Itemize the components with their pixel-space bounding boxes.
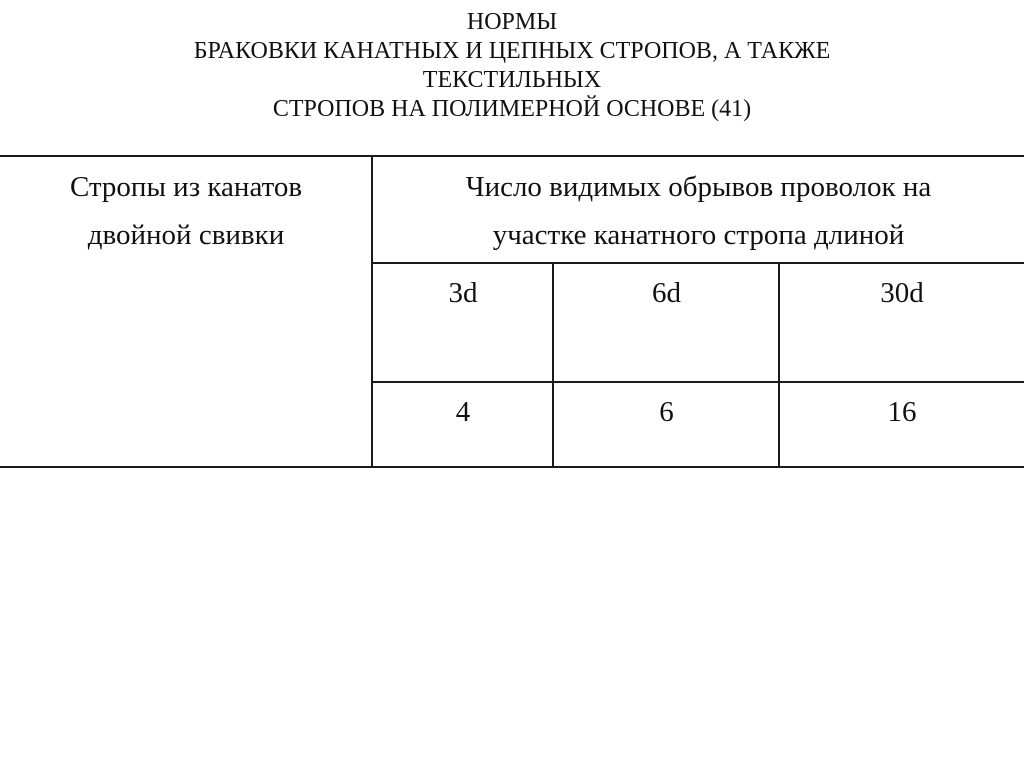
length-header-30d: 30d [880,277,924,309]
table-bottom-border [0,466,1024,468]
title-line-4: СТРОПОВ НА ПОЛИМЕРНОЙ ОСНОВЕ (41) [272,96,752,122]
breaks-value-3d: 4 [455,396,471,428]
row-header-cell [0,163,372,259]
length-header-3d: 3d [448,277,478,309]
table-row-divider [372,381,1024,383]
rejection-norms-table [0,155,1024,468]
column-group-header-line-2: участке канатного стропа длиной [492,219,905,251]
title-line-1: НОРМЫ [466,9,558,35]
length-header-6d: 6d [652,277,681,309]
table-top-border [0,155,1024,157]
column-group-header-cell [373,163,1024,259]
row-header-line-2: двойной свивки [87,219,285,251]
breaks-value-6d: 6 [659,396,674,428]
title-line-2: БРАКОВКИ КАНАТНЫХ И ЦЕПНЫХ СТРОПОВ, А ТАКЖЕ [193,38,831,64]
title-line-3: ТЕКСТИЛЬНЫХ [422,67,602,93]
document-title [0,8,1024,124]
column-group-header-line-1: Число видимых обрывов проволок на [465,171,932,203]
table-header-divider [372,262,1024,264]
row-header-line-1: Стропы из канатов [69,171,303,203]
breaks-value-30d: 16 [887,396,917,428]
